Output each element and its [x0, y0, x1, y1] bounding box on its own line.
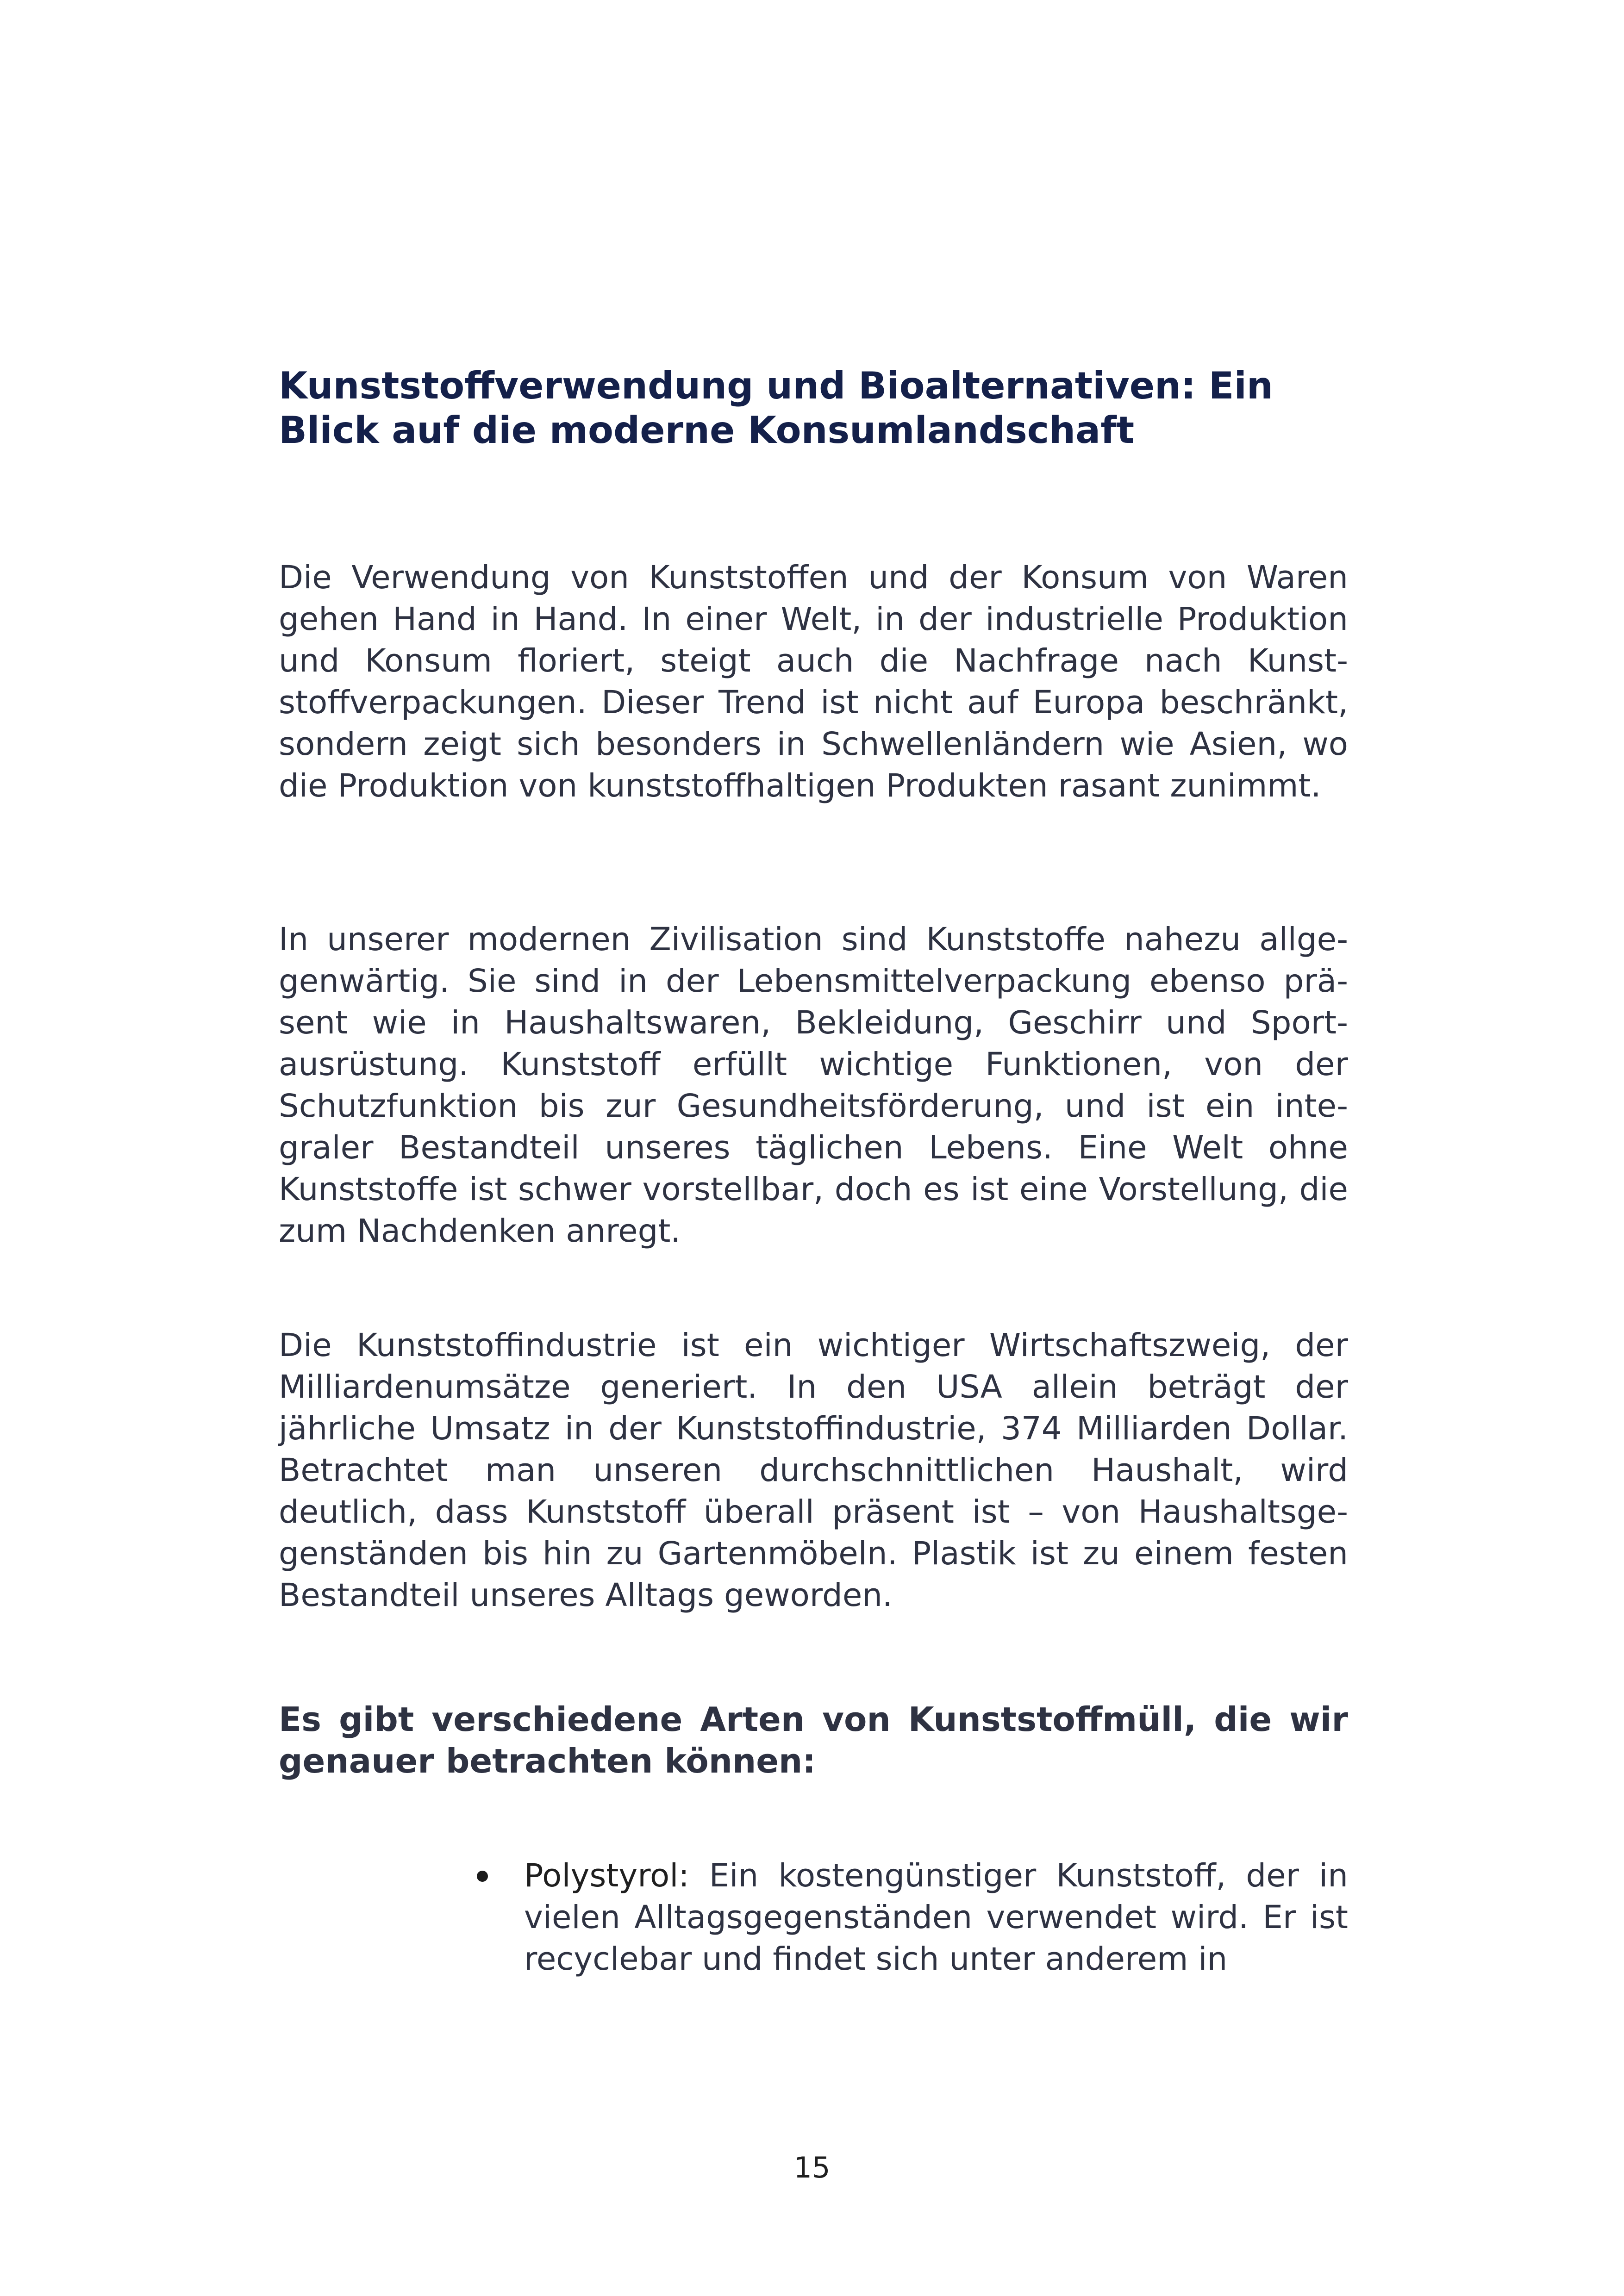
bullet-text: Ein kostengünstiger Kunststoff, der in vielen Alltagsgegenständen verwendet wird. Er ist recyclebar und findet sich unter anderem in	[524, 1857, 1348, 1978]
body-paragraph: In unserer modernen Zivilisation sind Kunststoffe nahezu allgegenwärtig. Sie sind in der Lebensmittelverpackung ebenso präsent wie in Haushaltswaren, Bekleidung, Geschirr und Sportausrüstung. Kunststoff erfüllt wichtige Funktionen, von der Schutzfunktion bis zur Gesundheitsförderung, und ist ein integraler Bestandteil unseres täglichen Lebens. Eine Welt ohne Kunststoffe ist schwer vorstellbar, doch es ist eine Vorstellung, die zum Nachdenken anregt.	[279, 921, 1348, 1250]
bullet-term: Polystyrol:	[524, 1857, 689, 1894]
body-paragraph: Die Kunststoffindustrie ist ein wichtiger Wirtschaftszweig, der Milliardenumsätze generiert. In den USA allein beträgt der jährliche Umsatz in der Kunststoffindustrie, 374 Milliarden Dollar. Betrachtet man unseren durchschnittlichen Haushalt, wird deutlich, dass Kunststoff überall präsent ist – von Haushaltsgegenständen bis hin zu Gartenmöbeln. Plastik ist zu einem festen Bestandteil unseres Alltags geworden.	[279, 1327, 1348, 1614]
list-item	[477, 1855, 1348, 1980]
bullet-list	[477, 1855, 1348, 1980]
page-title: Kunststoffverwendung und Bioalternativen: Ein Blick auf die moderne Konsumlandschaft	[279, 364, 1273, 452]
body-paragraph: Die Verwendung von Kunststoffen und der Konsum von Waren gehen Hand in Hand. In einer Welt, in der industrielle Produktion und Konsum floriert, steigt auch die Nachfrage nach Kunststoffverpackungen. Dieser Trend ist nicht auf Europa beschränkt, sondern zeigt sich besonders in Schwellenländern wie Asien, wo die Produktion von kunststoffhaltigen Produkten rasant zunimmt.	[279, 559, 1348, 804]
section-subheading: Es gibt verschiedene Arten von Kunststoffmüll, die wir genauer betrachten können:	[279, 1700, 1348, 1780]
page-number: 15	[793, 2151, 831, 2184]
bullet-dot-icon	[477, 1871, 488, 1882]
